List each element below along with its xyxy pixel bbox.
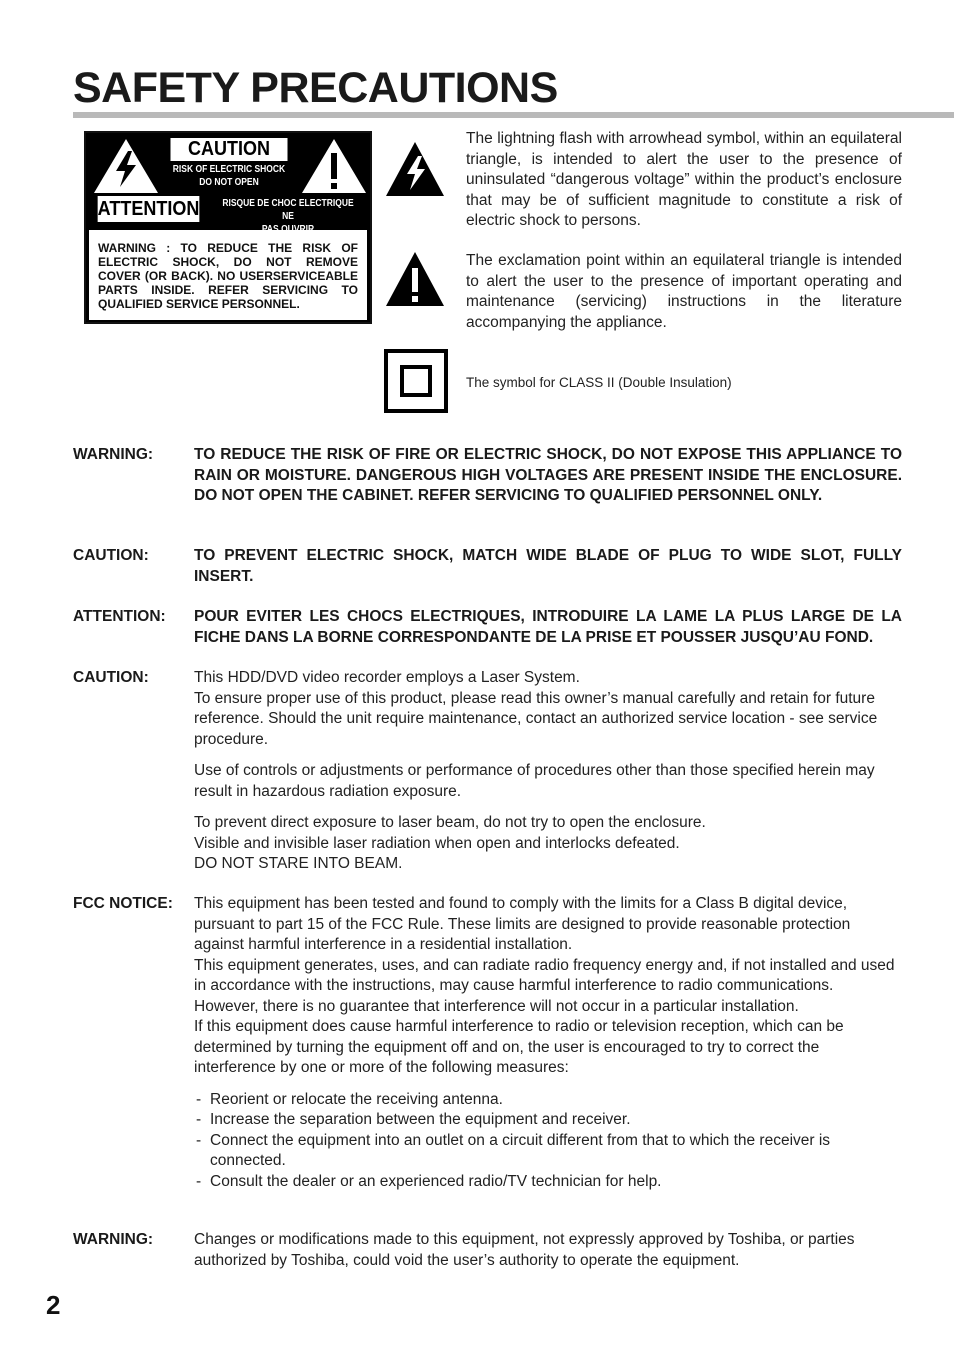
lightning-symbol-description: The lightning flash with arrowhead symbol, within an equilateral triangle, is intended to alert the user to the presence of uninsulated “dangerous voltage” within the product’s enclosure that may be of sufficient magnitude to constitute a risk of electric shock to persons. [466,130,902,229]
caution-label-warning-text: WARNING : TO REDUCE THE RISK OF ELECTRIC SHOCK, DO NOT REMOVE COVER (OR BACK). NO USERSERVICEABLE PARTS INSIDE. REFER SERVICING TO QUALIFIED SERVICE PERSONNEL. [89,230,367,320]
title-underline [73,112,954,118]
section-label: WARNING: [73,446,154,463]
section-text [194,668,902,875]
measures-list [194,1090,902,1193]
section-label: ATTENTION: [73,608,166,625]
section-text [194,894,902,1192]
caution-label [84,131,372,324]
caution-label-attention-subtext: RISQUE DE CHOC ELECTRIQUE NE [222,198,354,222]
section-label: CAUTION: [73,669,149,686]
paragraph: Visible and invisible laser radiation when open and interlocks defeated. [194,834,680,852]
paragraph: To prevent direct exposure to laser beam, do not try to open the enclosure. [194,814,706,831]
paragraph: To ensure proper use of this product, please read this owner’s manual carefully and retain for future reference. Should the unit require maintenance, contact an authorized service location - see service procedure. [194,689,878,748]
section-label: CAUTION: [73,547,149,564]
caution-label-subtext: RISK OF ELECTRIC SHOCK DO NOT OPEN [172,164,286,188]
class2-symbol-description: The symbol for CLASS II (Double Insulation) [466,375,732,390]
section-text: Changes or modifications made to this equipment, not expressly approved by Toshiba, or parties authorized by Toshiba, could void the user’s authority to operate the equipment. [194,1231,855,1269]
section-label: WARNING: [73,1231,154,1248]
caution-label-header [86,133,370,227]
section-text: TO PREVENT ELECTRIC SHOCK, MATCH WIDE BLADE OF PLUG TO WIDE SLOT, FULLY INSERT. [194,547,902,585]
list-item: - Consult the dealer or an experienced radio/TV technician for help. [194,1172,902,1193]
lightning-triangle-icon [384,140,446,198]
section-text: TO REDUCE THE RISK OF FIRE OR ELECTRIC SHOCK, DO NOT EXPOSE THIS APPLIANCE TO RAIN OR MOISTURE. DANGEROUS HIGH VOLTAGES ARE PRESENT INSIDE THE ENCLOSURE. DO NOT OPEN THE CABINET. REFER SERVICING TO QUALIFIED PERSONNEL ONLY. [194,446,902,504]
paragraph: This equipment has been tested and found to comply with the limits for a Class B digital device, pursuant to part 15 of the FCC Rule. These limits are designed to provide reasonable protection against harmful interference in a residential installation. [194,895,851,953]
paragraph: This equipment generates, uses, and can radiate radio frequency energy and, if not installed and used in accordance with the instructions, may cause harmful interference to radio communications. [194,956,895,994]
caution-label-attention: ATTENTION [97,198,200,220]
paragraph: Use of controls or adjustments or performance of procedures other than those specified herein may result in hazardous radiation exposure. [194,762,875,800]
lightning-triangle-icon [92,137,160,195]
list-item: - Increase the separation between the equipment and receiver. [194,1110,902,1131]
double-insulation-icon [384,349,448,413]
caution-label-caution: CAUTION [171,138,288,161]
exclamation-symbol-description: The exclamation point within an equilateral triangle is intended to alert the user to the presence of important operating and maintenance (servicing) instructions in the literature accompanying the appliance. [466,252,902,331]
paragraph: However, there is no guarantee that interference will not occur in a particular installation. [194,997,799,1015]
section-label: FCC NOTICE: [73,895,173,912]
list-item: - Connect the equipment into an outlet on a circuit different from that to which the receiver is connected. [194,1131,902,1172]
page-title: SAFETY PRECAUTIONS [73,64,558,112]
exclamation-triangle-icon [300,137,368,195]
paragraph: If this equipment does cause harmful interference to radio or television reception, which can be determined by turning the equipment off and on, the user is encouraged to try to correct the interference by one or more of the following measures: [194,1018,844,1076]
list-item: - Reorient or relocate the receiving antenna. [194,1090,902,1111]
paragraph: DO NOT STARE INTO BEAM. [194,855,403,872]
paragraph: This HDD/DVD video recorder employs a Laser System. [194,669,580,686]
section-text: POUR EVITER LES CHOCS ELECTRIQUES, INTRODUIRE LA LAME LA PLUS LARGE DE LA FICHE DANS LA BORNE CORRESPONDANTE DE LA PRISE ET POUSSER JUSQU’AU FOND. [194,608,902,646]
exclamation-triangle-icon [384,250,446,308]
page-number: 2 [46,1290,61,1320]
